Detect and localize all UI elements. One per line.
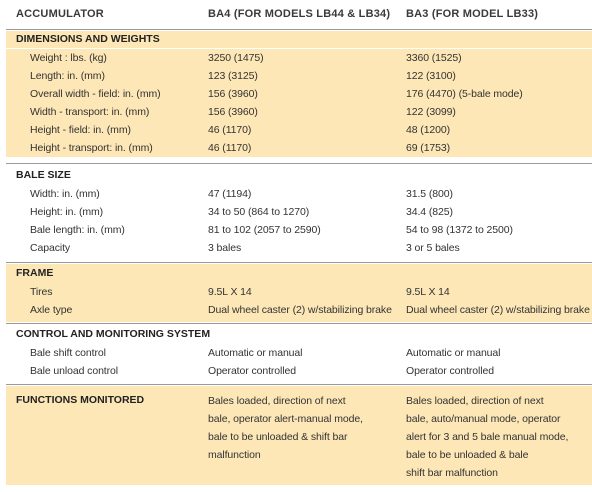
- header-ba3: BA3 (FOR MODEL LB33): [406, 8, 539, 20]
- row-label: Bale unload control: [30, 365, 118, 377]
- ba3-function-line: shift bar malfunction: [406, 467, 498, 479]
- row-label: Overall width - field: in. (mm): [30, 88, 161, 100]
- section-title-bale-size: BALE SIZE: [16, 169, 71, 181]
- ba4-functions: [208, 392, 363, 464]
- divider: [6, 384, 592, 385]
- table-row: [6, 221, 592, 239]
- ba3-value: 69 (1753): [406, 142, 451, 154]
- ba4-value: 123 (3125): [208, 70, 258, 82]
- ba4-value: Dual wheel caster (2) w/stabilizing brake: [208, 304, 392, 316]
- ba3-value: 54 to 98 (1372 to 2500): [406, 224, 513, 236]
- ba3-value: 122 (3100): [406, 70, 456, 82]
- ba4-value: 46 (1170): [208, 124, 252, 136]
- header-ba4: BA4 (FOR MODELS LB44 & LB34): [208, 8, 391, 20]
- ba3-value: 31.5 (800): [406, 188, 453, 200]
- ba3-function-line: bale, auto/manual mode, operator: [406, 413, 561, 425]
- ba4-value: 46 (1170): [208, 142, 252, 154]
- ba4-value: 81 to 102 (2057 to 2590): [208, 224, 321, 236]
- ba3-functions: [406, 392, 568, 482]
- section-control: [6, 325, 592, 385]
- ba3-value: 3360 (1525): [406, 52, 462, 64]
- table-row: [6, 185, 592, 203]
- ba4-value: 156 (3960): [208, 88, 258, 100]
- table-row: [6, 344, 592, 362]
- ba3-value: 34.4 (825): [406, 206, 453, 218]
- section-title-frame: FRAME: [16, 267, 54, 279]
- section-title-control: CONTROL AND MONITORING SYSTEM: [16, 328, 211, 340]
- row-label: Bale shift control: [30, 347, 106, 359]
- divider: [6, 323, 592, 324]
- row-label: Height: in. (mm): [30, 206, 104, 218]
- table-row: [6, 239, 592, 257]
- ba4-value: 3250 (1475): [208, 52, 264, 64]
- ba4-value: 34 to 50 (864 to 1270): [208, 206, 310, 218]
- ba3-function-line: Bales loaded, direction of next: [406, 395, 544, 407]
- ba3-value: Operator controlled: [406, 365, 494, 377]
- ba3-value: 48 (1200): [406, 124, 451, 136]
- ba4-function-line: bale, operator alert-manual mode,: [208, 413, 363, 425]
- ba3-value: 122 (3099): [406, 106, 456, 118]
- table-row: [6, 103, 592, 121]
- ba4-function-line: Bales loaded, direction of next: [208, 395, 346, 407]
- table-row: [6, 362, 592, 380]
- table-row: [6, 67, 592, 85]
- section-frame: [6, 264, 592, 322]
- table-row: [6, 85, 592, 103]
- section-title-dimensions: DIMENSIONS AND WEIGHTS: [16, 33, 160, 45]
- ba3-function-line: alert for 3 and 5 bale manual mode,: [406, 431, 569, 443]
- table-row: [6, 203, 592, 221]
- divider: [6, 29, 592, 30]
- section-bale-size: [6, 166, 592, 262]
- divider: [6, 163, 592, 164]
- row-label: Weight : lbs. (kg): [30, 52, 107, 64]
- row-label: Height - transport: in. (mm): [30, 142, 153, 154]
- row-label: Axle type: [30, 304, 73, 316]
- row-label: Tires: [30, 286, 53, 298]
- ba4-value: 156 (3960): [208, 106, 258, 118]
- table-row: [6, 139, 592, 157]
- row-label: Capacity: [30, 242, 71, 254]
- ba4-value: Automatic or manual: [208, 347, 303, 359]
- ba4-function-line: bale to be unloaded & shift bar: [208, 431, 348, 443]
- divider: [6, 262, 592, 263]
- ba3-value: Dual wheel caster (2) w/stabilizing brake: [406, 304, 590, 316]
- ba4-value: 3 bales: [208, 242, 242, 254]
- ba3-value: 176 (4470) (5-bale mode): [406, 88, 523, 100]
- row-label: Height - field: in. (mm): [30, 124, 131, 136]
- ba3-value: 3 or 5 bales: [406, 242, 460, 254]
- table-row: [6, 283, 592, 301]
- section-dimensions: [6, 31, 592, 165]
- ba3-function-line: bale to be unloaded & bale: [406, 449, 529, 461]
- row-label: Bale length: in. (mm): [30, 224, 125, 236]
- header-accumulator: ACCUMULATOR: [16, 8, 104, 20]
- ba4-value: 47 (1194): [208, 188, 252, 200]
- table-row: [6, 121, 592, 139]
- table-header: [0, 0, 592, 30]
- section-title-functions: FUNCTIONS MONITORED: [16, 394, 145, 406]
- ba4-value: Operator controlled: [208, 365, 296, 377]
- row-label: Width - transport: in. (mm): [30, 106, 150, 118]
- row-label: Width: in. (mm): [30, 188, 100, 200]
- section-functions: [6, 386, 592, 485]
- table-row: [6, 49, 592, 67]
- table-row: [6, 301, 592, 319]
- ba3-value: Automatic or manual: [406, 347, 501, 359]
- row-label: Length: in. (mm): [30, 70, 105, 82]
- ba4-function-line: malfunction: [208, 449, 261, 461]
- ba4-value: 9.5L X 14: [208, 286, 252, 298]
- ba3-value: 9.5L X 14: [406, 286, 450, 298]
